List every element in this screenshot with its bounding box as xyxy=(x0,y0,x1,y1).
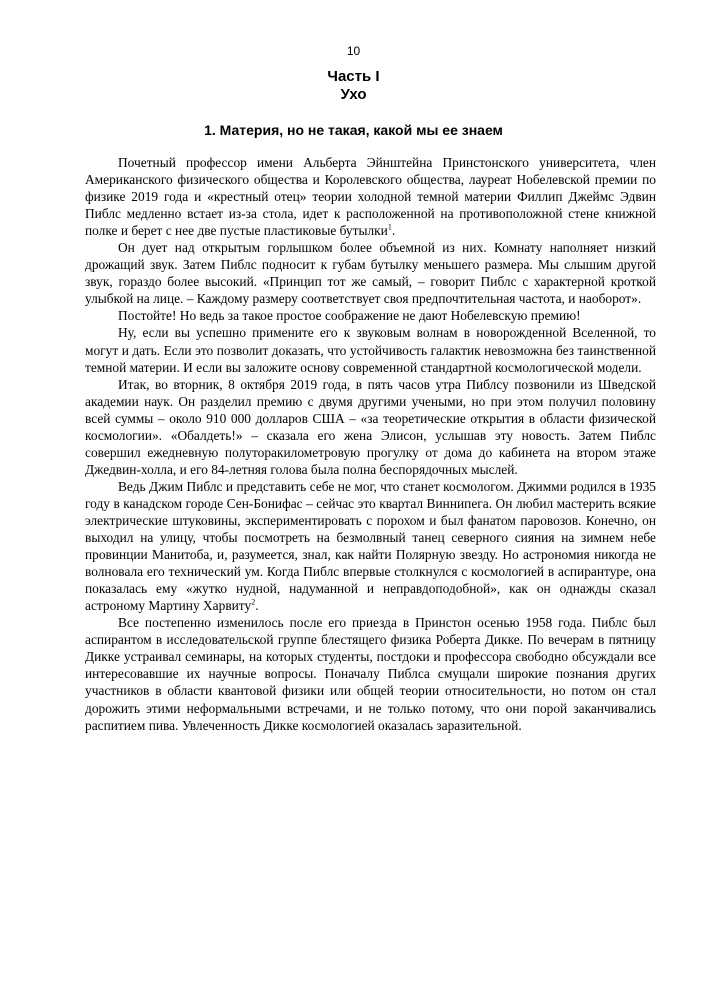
paragraph: Ведь Джим Пиблс и представить себе не мог, что станет космологом. Джимми родился в 1935 году в канадском городе Сен-Бонифас – сейчас это квартал Виннипега. Он любил мастерить всякие электрические штуковины, экспериментировать с порохом и был фанатом паровозов. Конечно, он выходил на улицу, чтобы посмотреть на безмолвный танец северного сияния на зимнем небе провинции Манитоба, и, разумеется, знал, как найти Полярную звезду. Но астрономия никогда не волновала его технический ум. Когда Пиблс впервые столкнулся с космологией в аспирантуре, она показалась ему «жутко нудной, надуманной и неправдоподобной», как он однажды сказал астроному Мартину Харвиту$^2$. xyxy=(85,478,656,614)
paragraph: Ну, если вы успешно примените его к звуковым волнам в новорожденной Вселенной, то могут и дать. Если это позволит доказать, что устойчивость галактик невозможна без таинственной темной материи. И если вы заложите основу современной стандартной космологической модели. xyxy=(85,325,656,375)
paragraph: Он дует над открытым горлышком более объемной из них. Комнату наполняет низкий дрожащий звук. Затем Пиблс подносит к губам бутылку меньшего размера. Мы слышим другой звук, гораздо более высокий. «Принцип тот же самый, – говорит Пиблс с характерной кроткой улыбкой на лице. – Каждому размеру соответствует своя предпочтительная частота, и наоборот». xyxy=(85,240,656,307)
body-text xyxy=(85,154,656,734)
part-number: Часть I xyxy=(327,68,380,85)
part-heading xyxy=(0,68,707,104)
page-number: 10 xyxy=(346,44,361,58)
footnote-marker[interactable]: 2 xyxy=(251,597,256,607)
paragraph: Почетный профессор имени Альберта Эйнштейна Принстонского университета, член Американского физического общества и Королевского общества, лауреат Нобелевской премии по физике 2019 года и «крестный отец» теории холодной темной материи Филлип Джеймс Эдвин Пиблс медленно встает из-за стола, идет к расположенной на противоположной стене книжной полке и берет с нее две пустые пластиковые бутылки$^1$. xyxy=(85,155,656,239)
part-name: Ухо xyxy=(340,86,367,103)
footnote-marker[interactable]: 1 xyxy=(387,222,392,232)
chapter-title: 1. Материя, но не такая, какой мы ее знаем xyxy=(204,122,503,138)
paragraph: Постойте! Но ведь за такое простое соображение не дают Нобелевскую премию! xyxy=(118,308,581,324)
paragraph: Все постепенно изменилось после его приезда в Принстон осенью 1958 года. Пиблс был аспирантом в исследовательской группе блестящего физика Роберта Дикке. По вечерам в пятницу Дикке устраивал семинары, на которых студенты, постдоки и профессора свободно обсуждали все интересовавшие их научные вопросы. Поначалу Пиблса смущали широкие познания других участников в области квантовой физики или общей теории относительности, но потом он стал дорожить этими неформальными встречами, и не только потому, что они порой заканчивались распитием пива. Увлеченность Дикке космологией оказалась заразительной. xyxy=(85,615,656,733)
paragraph: Итак, во вторник, 8 октября 2019 года, в пять часов утра Пиблсу позвонили из Шведской академии наук. Он разделил премию с двумя другими учеными, но при этом получил половину всей суммы – около 910 000 долларов США – «за теоретические открытия в области физической космологии». «Обалдеть!» – сказала его жена Элисон, услышав эту новость. Затем Пиблс совершил ежедневную полуторакилометровую прогулку от дома до кабинета на втором этаже Джедвин-холла, и его 84-летняя голова была полна беспорядочных мыслей. xyxy=(85,376,656,477)
